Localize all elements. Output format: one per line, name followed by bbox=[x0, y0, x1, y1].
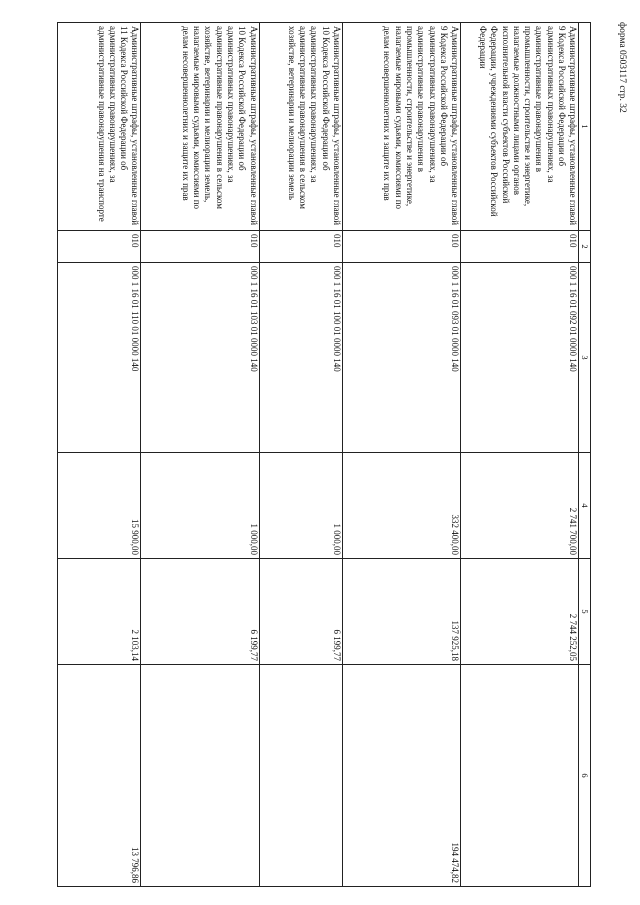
executed-amount: 137 925,18 bbox=[342, 559, 460, 665]
executed-amount: 2 103,14 bbox=[58, 559, 141, 665]
table-row bbox=[342, 23, 460, 887]
unexecuted-amount: 194 474,82 bbox=[342, 665, 460, 887]
form-number-header bbox=[607, 22, 627, 182]
row-description: Административные штрафы, установленные главой 9 Кодекса Российской Федерации об административных правонарушениях, за административные правонарушения в промышленности, строительстве и энергетике, налагаемые мировыми судьями, комиссиями по делам несовершеннолетних и защите их прав bbox=[342, 23, 460, 231]
approved-amount: 1 000,00 bbox=[259, 453, 342, 559]
unexecuted-amount bbox=[141, 665, 259, 887]
line-code: 010 bbox=[58, 231, 141, 263]
table-row bbox=[141, 23, 259, 887]
column-number: 5 bbox=[579, 559, 591, 665]
budget-classification-code: 000 1 16 01 100 01 0000 140 bbox=[259, 263, 342, 453]
unexecuted-amount bbox=[461, 665, 579, 887]
budget-classification-code: 000 1 16 01 110 01 0000 140 bbox=[58, 263, 141, 453]
approved-amount: 2 741 700,00 bbox=[461, 453, 579, 559]
column-number: 1 bbox=[579, 23, 591, 231]
executed-amount: 6 199,77 bbox=[141, 559, 259, 665]
report-table bbox=[57, 22, 591, 887]
report-table-container bbox=[57, 22, 591, 886]
table-row bbox=[58, 23, 141, 887]
budget-classification-code: 000 1 16 01 093 01 0000 140 bbox=[342, 263, 460, 453]
column-number-row bbox=[579, 23, 591, 887]
approved-amount: 1 000,00 bbox=[141, 453, 259, 559]
executed-amount: 2 744 252,05 bbox=[461, 559, 579, 665]
executed-amount: 6 199,77 bbox=[259, 559, 342, 665]
row-description: Административные штрафы, установленные главой 9 Кодекса Российской Федерации об административных правонарушениях, за административные правонарушения в промышленности, строительстве и энергетике, налагаемые должностными лицами органов исполнительной власти субъектов Российской Федерации, учреждениями субъектов Российской Федерации bbox=[461, 23, 579, 231]
line-code: 010 bbox=[461, 231, 579, 263]
line-code: 010 bbox=[141, 231, 259, 263]
unexecuted-amount: 13 796,86 bbox=[58, 665, 141, 887]
row-description: Административные штрафы, установленные главой 10 Кодекса Российской Федерации об административных правонарушениях, за административные правонарушения в сельском хозяйстве, ветеринарии и мелиорации земель, налагаемые мировыми судьями, комиссиями по делам несовершеннолетних и защите их прав bbox=[141, 23, 259, 231]
row-description: Административные штрафы, установленные главой 11 Кодекса Российской Федерации об административных правонарушениях, за административные правонарушения на транспорте bbox=[58, 23, 141, 231]
column-number: 3 bbox=[579, 263, 591, 453]
row-description: Административные штрафы, установленные главой 10 Кодекса Российской Федерации об административных правонарушениях, за административные правонарушения в сельском хозяйстве, ветеринарии и мелиорации земель bbox=[259, 23, 342, 231]
column-number: 4 bbox=[579, 453, 591, 559]
budget-classification-code: 000 1 16 01 103 01 0000 140 bbox=[141, 263, 259, 453]
line-code: 010 bbox=[342, 231, 460, 263]
budget-classification-code: 000 1 16 01 092 01 0000 140 bbox=[461, 263, 579, 453]
unexecuted-amount bbox=[259, 665, 342, 887]
table-row bbox=[461, 23, 579, 887]
table-row bbox=[259, 23, 342, 887]
approved-amount: 15 900,00 bbox=[58, 453, 141, 559]
form-number-label: форма 0503117 стр. 32 bbox=[617, 22, 627, 113]
line-code: 010 bbox=[259, 231, 342, 263]
column-number: 2 bbox=[579, 231, 591, 263]
approved-amount: 332 400,00 bbox=[342, 453, 460, 559]
column-number: 6 bbox=[579, 665, 591, 887]
